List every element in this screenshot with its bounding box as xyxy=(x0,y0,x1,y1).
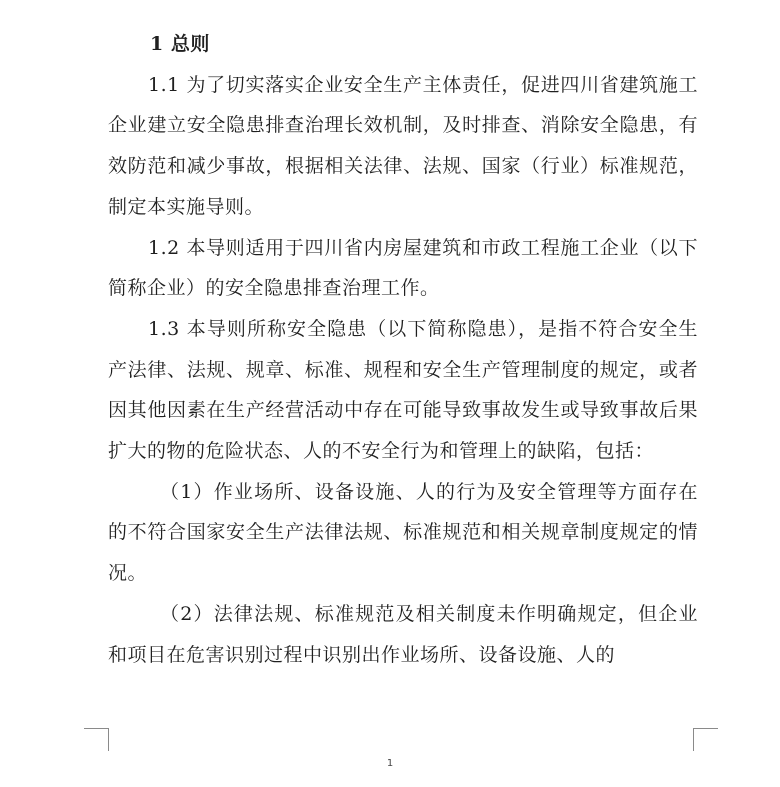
list-item-2: （2）法律法规、标准规范及相关制度未作明确规定，但企业和项目在危害识别过程中识别出作业场所、设备设施、人的 xyxy=(108,602,698,666)
section-heading: 1 总则 xyxy=(150,33,210,55)
paragraph-1-1: 1.1 为了切实落实企业安全生产主体责任，促进四川省建筑施工企业建立安全隐患排查治理长效机制，及时排查、消除安全隐患，有效防范和减少事故，根据相关法律、法规、国家（行业）标准规范，制定本实施导则。 xyxy=(108,73,698,218)
document-body xyxy=(108,24,698,675)
page-number: 1 xyxy=(386,758,394,769)
paragraph-1-3: 1.3 本导则所称安全隐患（以下简称隐患），是指不符合安全生产法律、法规、规章、标准、规程和安全生产管理制度的规定，或者因其他因素在生产经营活动中存在可能导致事故发生或导致事故后果扩大的物的危险状态、人的不安全行为和管理上的缺陷，包括： xyxy=(108,317,698,463)
margin-corner-mark-left xyxy=(84,728,109,751)
paragraph-1-2: 1.2 本导则适用于四川省内房屋建筑和市政工程施工企业（以下简称企业）的安全隐患排查治理工作。 xyxy=(108,236,698,300)
list-item-1: （1）作业场所、设备设施、人的行为及安全管理等方面存在的不符合国家安全生产法律法规、标准规范和相关规章制度规定的情况。 xyxy=(108,480,698,585)
margin-corner-mark-right xyxy=(693,728,718,751)
